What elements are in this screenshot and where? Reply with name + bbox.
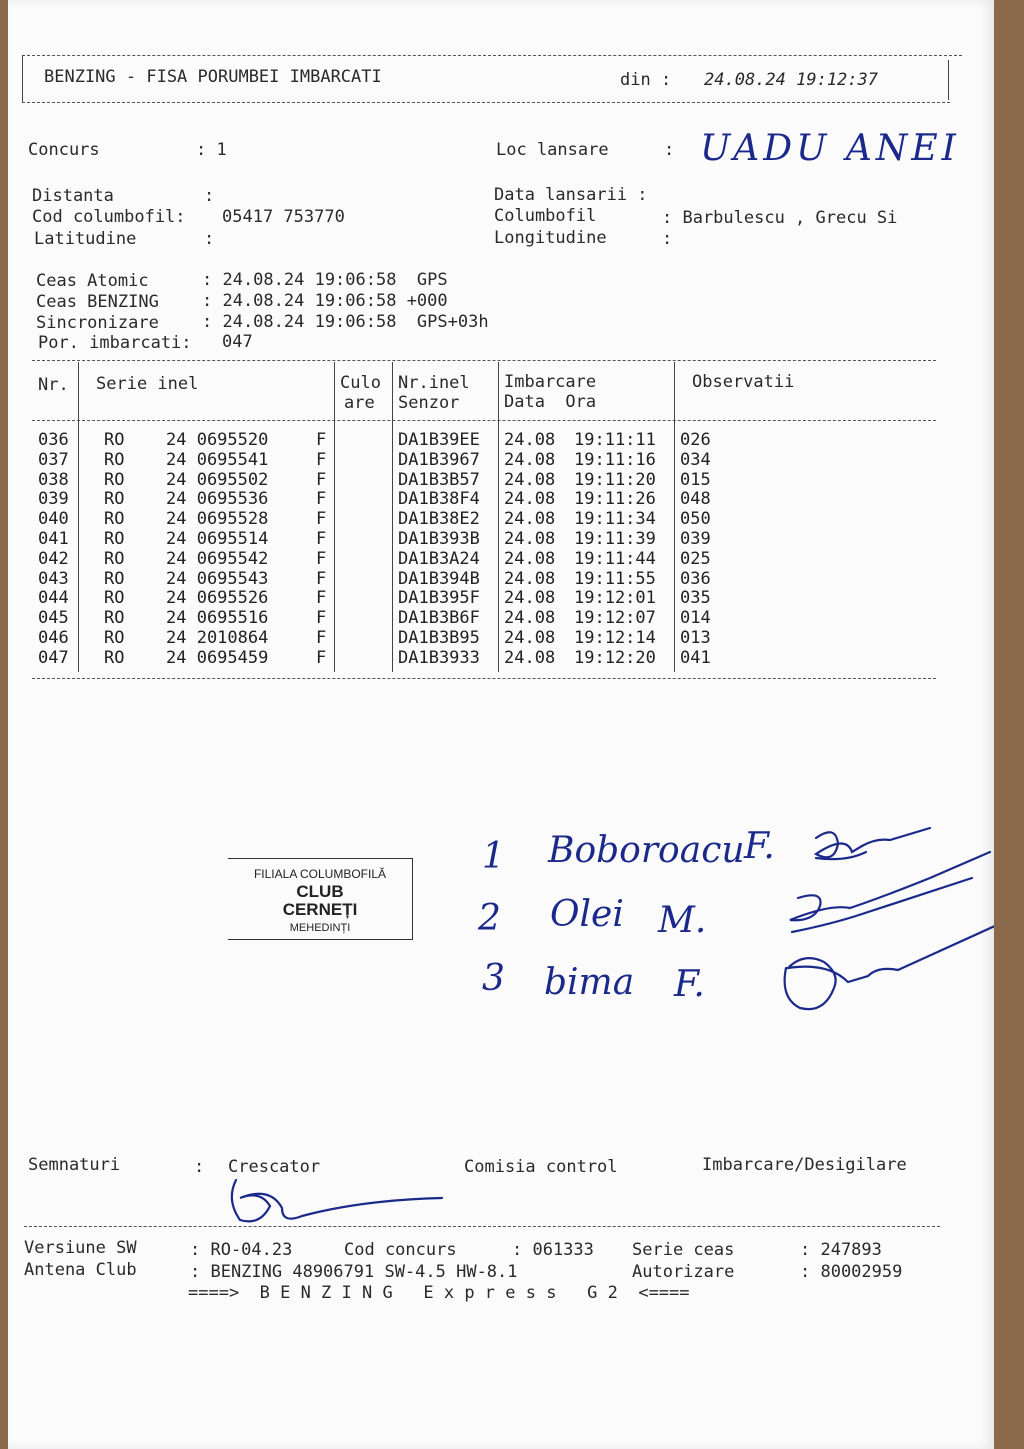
row-nr: 040 <box>38 509 69 530</box>
hand-name-2: Olei <box>550 894 624 935</box>
row-senzor: DA1B3967 <box>398 449 480 470</box>
row-senzor: DA1B39EE <box>398 430 480 450</box>
row-tara: RO <box>104 608 125 629</box>
row-data: 24.08 <box>504 489 556 510</box>
row-serie: 24 0695514 <box>166 529 269 549</box>
row-data: 24.08 <box>504 588 556 609</box>
row-tara: RO <box>104 449 125 470</box>
row-tara: RO <box>104 469 125 490</box>
row-sex: F <box>316 608 327 629</box>
latitudine-colon: : <box>204 229 215 249</box>
serie-ceas-label: Serie ceas <box>632 1240 735 1260</box>
row-serie: 24 0695459 <box>166 647 269 668</box>
autorizare-label: Autorizare <box>632 1262 735 1282</box>
comisia-label: Comisia control <box>464 1157 618 1177</box>
row-observatii: 026 <box>680 430 711 450</box>
imbarcare-desigilare-label: Imbarcare/Desigilare <box>702 1155 907 1175</box>
columbofil-label: Columbofil <box>494 206 597 226</box>
row-nr: 037 <box>38 449 69 470</box>
hand-num-2: 2 <box>478 898 501 939</box>
stamp-line-4: MEHEDINȚI <box>289 922 351 934</box>
row-sex: F <box>316 568 327 589</box>
row-ora: 19:11:26 <box>574 489 656 510</box>
row-nr: 041 <box>38 529 69 549</box>
distanta-label: Distanta <box>32 186 114 206</box>
loc-lansare-label: Loc lansare <box>496 140 609 160</box>
row-sex: F <box>316 628 327 648</box>
row-nr: 045 <box>38 608 69 629</box>
row-sex: F <box>316 588 327 609</box>
row-data: 24.08 <box>504 548 556 569</box>
row-tara: RO <box>104 647 125 668</box>
row-tara: RO <box>104 548 125 569</box>
benzing-express-banner: ====> B E N Z I N G E x p r e s s G 2 <==== <box>188 1283 690 1303</box>
row-serie: 24 0695536 <box>166 489 269 510</box>
cod-columbofil-value: 05417 753770 <box>222 207 345 227</box>
row-serie: 24 2010864 <box>166 628 269 648</box>
row-observatii: 050 <box>680 509 711 530</box>
din-value: 24.08.24 19:12:37 <box>704 70 878 90</box>
row-serie: 24 0695516 <box>166 608 269 629</box>
row-ora: 19:11:39 <box>574 529 656 549</box>
row-sex: F <box>316 430 327 450</box>
row-data: 24.08 <box>504 647 556 668</box>
row-senzor: DA1B3B6F <box>398 608 480 629</box>
row-serie: 24 0695542 <box>166 548 269 569</box>
semnaturi-label: Semnaturi <box>28 1155 121 1175</box>
row-ora: 19:11:34 <box>574 509 656 530</box>
row-observatii: 025 <box>680 548 711 569</box>
hand-name-3: bima <box>544 962 635 1003</box>
row-ora: 19:12:01 <box>574 588 656 609</box>
col-header-nr: Nr. <box>38 375 69 395</box>
por-imbarcati-label: Por. imbarcati: <box>38 333 192 353</box>
row-nr: 039 <box>38 489 69 510</box>
hand-init-2: M. <box>658 900 707 941</box>
row-sex: F <box>316 489 327 510</box>
row-sex: F <box>316 449 327 470</box>
footer-rule <box>24 1226 940 1227</box>
antena-value: : BENZING 48906791 SW-4.5 HW-8.1 <box>190 1262 518 1282</box>
hand-init-3: F. <box>674 964 705 1005</box>
data-lansarii-label: Data lansarii : <box>494 185 648 205</box>
row-data: 24.08 <box>504 469 556 490</box>
sincronizare-label: Sincronizare <box>36 313 159 333</box>
row-observatii: 013 <box>680 628 711 648</box>
por-imbarcati-value: 047 <box>222 332 253 352</box>
distanta-colon: : <box>204 186 215 206</box>
receipt-paper <box>8 0 994 1449</box>
row-ora: 19:11:20 <box>574 469 656 490</box>
versiune-label: Versiune SW <box>24 1238 137 1258</box>
col-header-culoare-1: Culo <box>340 373 381 393</box>
cod-concurs-value: : 061333 <box>512 1240 594 1260</box>
row-serie: 24 0695543 <box>166 568 269 589</box>
crescator-label: Crescator <box>228 1157 321 1177</box>
row-data: 24.08 <box>504 529 556 549</box>
longitudine-label: Longitudine <box>494 228 607 248</box>
row-senzor: DA1B395F <box>398 588 480 609</box>
handwritten-signatures-graphic <box>8 0 994 1449</box>
row-nr: 046 <box>38 628 69 648</box>
row-serie: 24 0695541 <box>166 449 269 470</box>
row-senzor: DA1B38F4 <box>398 489 480 510</box>
autorizare-value: : 80002959 <box>800 1262 903 1282</box>
row-serie: 24 0695528 <box>166 509 269 530</box>
row-ora: 19:12:14 <box>574 628 656 648</box>
versiune-value: : RO-04.23 <box>190 1240 293 1260</box>
concurs-label: Concurs <box>28 140 100 160</box>
row-tara: RO <box>104 529 125 549</box>
row-ora: 19:11:11 <box>574 430 656 450</box>
col-header-imbarcare-1: Imbarcare <box>504 372 597 392</box>
row-data: 24.08 <box>504 430 556 450</box>
hand-name-1: Boboroacu <box>548 830 745 871</box>
row-tara: RO <box>104 489 125 510</box>
ceas-benzing-label: Ceas BENZING <box>36 292 159 312</box>
hand-num-3: 3 <box>482 958 505 999</box>
row-observatii: 048 <box>680 489 711 510</box>
row-nr: 044 <box>38 588 69 609</box>
row-nr: 042 <box>38 548 69 569</box>
row-nr: 036 <box>38 430 69 450</box>
ceas-benzing-value: : 24.08.24 19:06:58 +000 <box>202 291 448 311</box>
row-ora: 19:12:07 <box>574 608 656 629</box>
row-nr: 043 <box>38 568 69 589</box>
cod-concurs-label: Cod concurs <box>344 1240 457 1260</box>
row-serie: 24 0695526 <box>166 588 269 609</box>
row-tara: RO <box>104 509 125 530</box>
ceas-atomic-value: : 24.08.24 19:06:58 GPS <box>202 270 448 290</box>
row-observatii: 036 <box>680 568 711 589</box>
row-senzor: DA1B3B95 <box>398 628 480 648</box>
loc-lansare-handwritten: UADU ANEI <box>700 128 960 169</box>
row-sex: F <box>316 548 327 569</box>
row-sex: F <box>316 509 327 530</box>
loc-lansare-colon: : <box>664 140 675 160</box>
row-observatii: 034 <box>680 449 711 470</box>
row-observatii: 014 <box>680 608 711 629</box>
row-data: 24.08 <box>504 509 556 530</box>
row-observatii: 041 <box>680 647 711 668</box>
row-observatii: 039 <box>680 529 711 549</box>
col-header-culoare-2: are <box>344 393 375 413</box>
longitudine-colon: : <box>662 229 673 249</box>
latitudine-label: Latitudine <box>34 229 137 249</box>
row-ora: 19:11:44 <box>574 548 656 569</box>
stamp-line-1: FILIALA COLUMBOFILĂ <box>253 867 387 881</box>
row-nr: 047 <box>38 647 69 668</box>
stamp-line-3: CERNEȚI <box>282 900 358 919</box>
row-tara: RO <box>104 568 125 589</box>
row-tara: RO <box>104 628 125 648</box>
hand-num-1: 1 <box>482 836 505 877</box>
ceas-atomic-label: Ceas Atomic <box>36 271 149 291</box>
sincronizare-value: : 24.08.24 19:06:58 GPS+03h <box>202 312 489 332</box>
row-tara: RO <box>104 430 125 450</box>
row-sex: F <box>316 647 327 668</box>
serie-ceas-value: : 247893 <box>800 1240 882 1260</box>
row-data: 24.08 <box>504 449 556 470</box>
row-serie: 24 0695502 <box>166 469 269 490</box>
row-ora: 19:11:55 <box>574 568 656 589</box>
stamp-line-2: CLUB <box>296 882 344 901</box>
row-observatii: 015 <box>680 469 711 490</box>
col-header-nrinel-2: Senzor <box>398 393 460 413</box>
row-ora: 19:12:20 <box>574 647 656 668</box>
cod-columbofil-label: Cod columbofil: <box>32 207 186 227</box>
hand-init-1: F. <box>744 826 775 867</box>
row-sex: F <box>316 469 327 490</box>
row-sex: F <box>316 529 327 549</box>
row-data: 24.08 <box>504 628 556 648</box>
row-observatii: 035 <box>680 588 711 609</box>
col-header-observatii: Observatii <box>692 372 795 392</box>
semnaturi-colon: : <box>194 1157 205 1177</box>
row-serie: 24 0695520 <box>166 430 269 450</box>
row-tara: RO <box>104 588 125 609</box>
row-senzor: DA1B393B <box>398 529 480 549</box>
columbofil-value: : Barbulescu , Grecu Si <box>662 208 898 228</box>
row-senzor: DA1B38E2 <box>398 509 480 530</box>
row-senzor: DA1B394B <box>398 568 480 589</box>
row-senzor: DA1B3933 <box>398 647 480 668</box>
col-header-serie: Serie inel <box>96 374 199 394</box>
col-header-nrinel-1: Nr.inel <box>398 373 470 393</box>
din-label: din : <box>620 70 672 90</box>
concurs-value: : 1 <box>196 140 227 160</box>
row-senzor: DA1B3B57 <box>398 469 480 490</box>
col-header-imbarcare-2: Data Ora <box>504 392 597 412</box>
row-data: 24.08 <box>504 568 556 589</box>
antena-label: Antena Club <box>24 1260 137 1280</box>
document-title: BENZING - FISA PORUMBEI IMBARCATI <box>44 67 382 87</box>
row-ora: 19:11:16 <box>574 449 656 470</box>
row-data: 24.08 <box>504 608 556 629</box>
row-nr: 038 <box>38 469 69 490</box>
row-senzor: DA1B3A24 <box>398 548 480 569</box>
